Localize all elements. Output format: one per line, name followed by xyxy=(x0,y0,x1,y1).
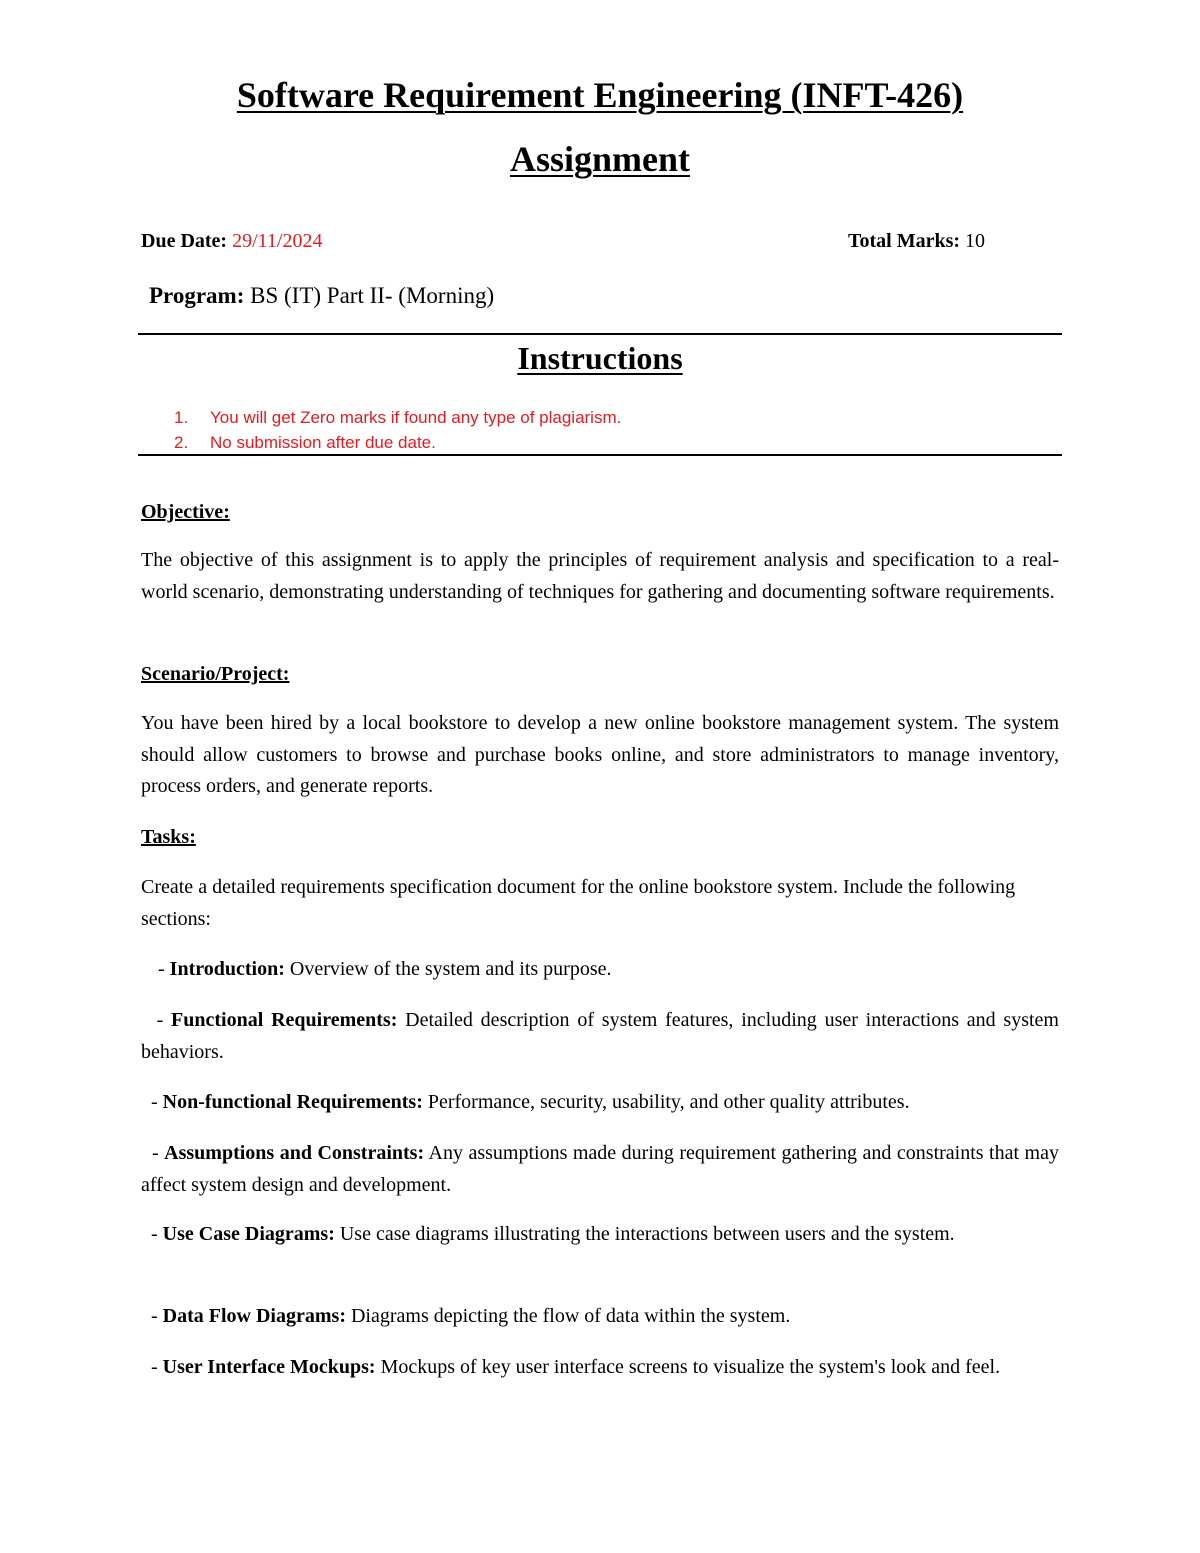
task-prefix: - xyxy=(156,1009,172,1031)
task-item-data-flow-diagrams xyxy=(141,1301,1059,1333)
objective-heading: Objective: xyxy=(141,501,230,523)
task-label: Assumptions and Constraints: xyxy=(164,1142,425,1164)
task-prefix: - xyxy=(152,1142,165,1164)
task-label: Data Flow Diagrams: xyxy=(162,1305,346,1327)
task-label: Functional Requirements: xyxy=(171,1009,398,1031)
due-date-label: Due Date: xyxy=(141,230,228,252)
due-date-value: 29/11/2024 xyxy=(232,230,323,252)
divider-bottom xyxy=(138,454,1062,456)
task-item-ui-mockups xyxy=(141,1352,1059,1384)
task-text: Any assumptions made during requirement gathering and constraints that may affect system design and development. xyxy=(141,1142,1059,1196)
task-item-functional-requirements xyxy=(141,1005,1059,1068)
instruction-item xyxy=(174,405,621,430)
task-item-introduction xyxy=(141,954,1059,986)
divider-top xyxy=(138,333,1062,335)
due-date xyxy=(141,230,322,253)
total-marks-value: 10 xyxy=(965,230,986,252)
task-prefix: - xyxy=(151,1091,163,1113)
instructions-list xyxy=(174,405,621,455)
instructions-heading: Instructions xyxy=(517,340,683,376)
tasks-heading: Tasks: xyxy=(141,826,196,848)
total-marks xyxy=(848,230,985,253)
task-prefix: - xyxy=(151,1223,163,1245)
task-prefix: - xyxy=(151,1356,163,1378)
document-subtitle: Assignment xyxy=(509,139,691,179)
objective-text: The objective of this assignment is to apply the principles of requirement analysis and specification to a real-world scenario, demonstrating understanding of techniques for gathering and documenting software requirements. xyxy=(141,549,1059,603)
task-prefix: - xyxy=(158,958,170,980)
task-item-non-functional-requirements xyxy=(141,1087,1059,1119)
instruction-number: 2. xyxy=(174,433,189,452)
task-text: Mockups of key user interface screens to visualize the system's look and feel. xyxy=(375,1356,1001,1378)
task-prefix: - xyxy=(151,1305,163,1327)
task-text: Detailed description of system features, including user interactions and system behaviors. xyxy=(141,1009,1059,1063)
task-text: Performance, security, usability, and other quality attributes. xyxy=(422,1091,910,1113)
scenario-text: You have been hired by a local bookstore to develop a new online bookstore management system. The system should allow customers to browse and purchase books online, and store administrators to manage inventory, process orders, and generate reports. xyxy=(141,712,1059,797)
program-label: Program: xyxy=(149,283,245,308)
task-label: Non-functional Requirements: xyxy=(162,1091,423,1113)
instruction-item xyxy=(174,430,621,455)
total-marks-label: Total Marks: xyxy=(848,230,961,252)
tasks-intro: Create a detailed requirements specification document for the online bookstore system. Include the following sections: xyxy=(141,876,1016,930)
task-label: User Interface Mockups: xyxy=(162,1356,376,1378)
document-title: Software Requirement Engineering (INFT-426) xyxy=(236,75,964,115)
program xyxy=(149,283,494,309)
task-label: Use Case Diagrams: xyxy=(162,1223,335,1245)
instruction-text: No submission after due date. xyxy=(210,433,436,452)
task-text: Overview of the system and its purpose. xyxy=(284,958,612,980)
scenario-heading: Scenario/Project: xyxy=(141,663,290,685)
task-item-assumptions-constraints xyxy=(141,1138,1059,1201)
task-text: Use case diagrams illustrating the interactions between users and the system. xyxy=(334,1223,955,1245)
program-value: BS (IT) Part II- (Morning) xyxy=(250,283,495,308)
task-label: Introduction: xyxy=(169,958,285,980)
task-item-use-case-diagrams xyxy=(141,1219,1059,1251)
instruction-number: 1. xyxy=(174,408,189,427)
instruction-text: You will get Zero marks if found any type of plagiarism. xyxy=(210,408,622,427)
task-text: Diagrams depicting the flow of data within the system. xyxy=(345,1305,791,1327)
